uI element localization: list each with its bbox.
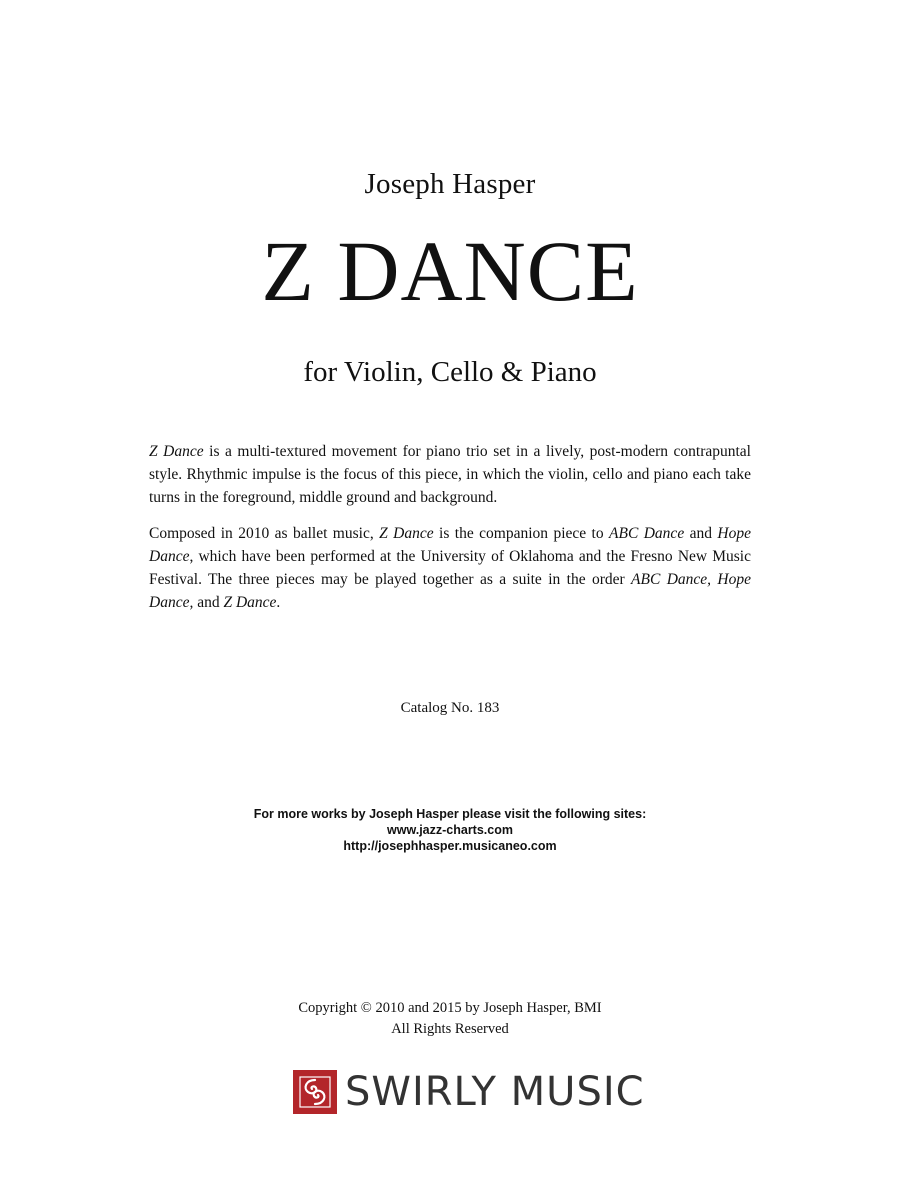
piece-title: Z DANCE [261, 223, 639, 319]
work-title: Z Dance [149, 443, 204, 460]
description-text: , which have been performed at the University of Oklahoma and the Fresno New Music Festival. The three pieces may be played together as a suite in the order [149, 548, 751, 588]
site-link-jazz-charts[interactable]: www.jazz-charts.com [387, 823, 513, 837]
description-text: and [684, 525, 718, 542]
description-text: is the companion piece to [433, 525, 610, 542]
work-title: Z Dance [379, 525, 434, 542]
description-paragraph-1 [149, 440, 751, 509]
more-works-text: For more works by Joseph Hasper please visit the following sites: [253, 807, 647, 821]
catalog-number: Catalog No. 183 [400, 700, 500, 716]
site-link-musicaneo[interactable]: http://josephhasper.musicaneo.com [343, 839, 557, 853]
swirl-logo-icon [293, 1070, 337, 1114]
copyright-line: Copyright © 2010 and 2015 by Joseph Hasper, BMI [298, 1000, 602, 1016]
composer-name: Joseph Hasper [364, 168, 536, 200]
description-paragraph-2 [149, 522, 751, 614]
description-text: and [193, 594, 224, 611]
copyright-block [0, 998, 900, 1040]
more-works-block [0, 806, 900, 854]
description-text: . [276, 594, 281, 611]
work-title: ABC Dance [609, 525, 685, 542]
work-title: Z Dance [223, 594, 277, 611]
publisher-logo [293, 1068, 645, 1116]
work-title: ABC Dance, Hope Dance, [149, 571, 751, 611]
instrumentation: for Violin, Cello & Piano [303, 356, 597, 388]
rights-line: All Rights Reserved [391, 1021, 509, 1037]
description-text: is a multi-textured movement for piano trio set in a lively, post-modern contrapuntal style. Rhythmic impulse is the focus of this piece, in which the violin, cello and piano each take turns in the foreground, middle ground and background. [149, 443, 751, 506]
work-title: Hope Dance [149, 525, 751, 565]
description-text: Composed in 2010 as ballet music, [149, 525, 380, 542]
publisher-name: SWIRLY MUSIC [345, 1069, 645, 1115]
